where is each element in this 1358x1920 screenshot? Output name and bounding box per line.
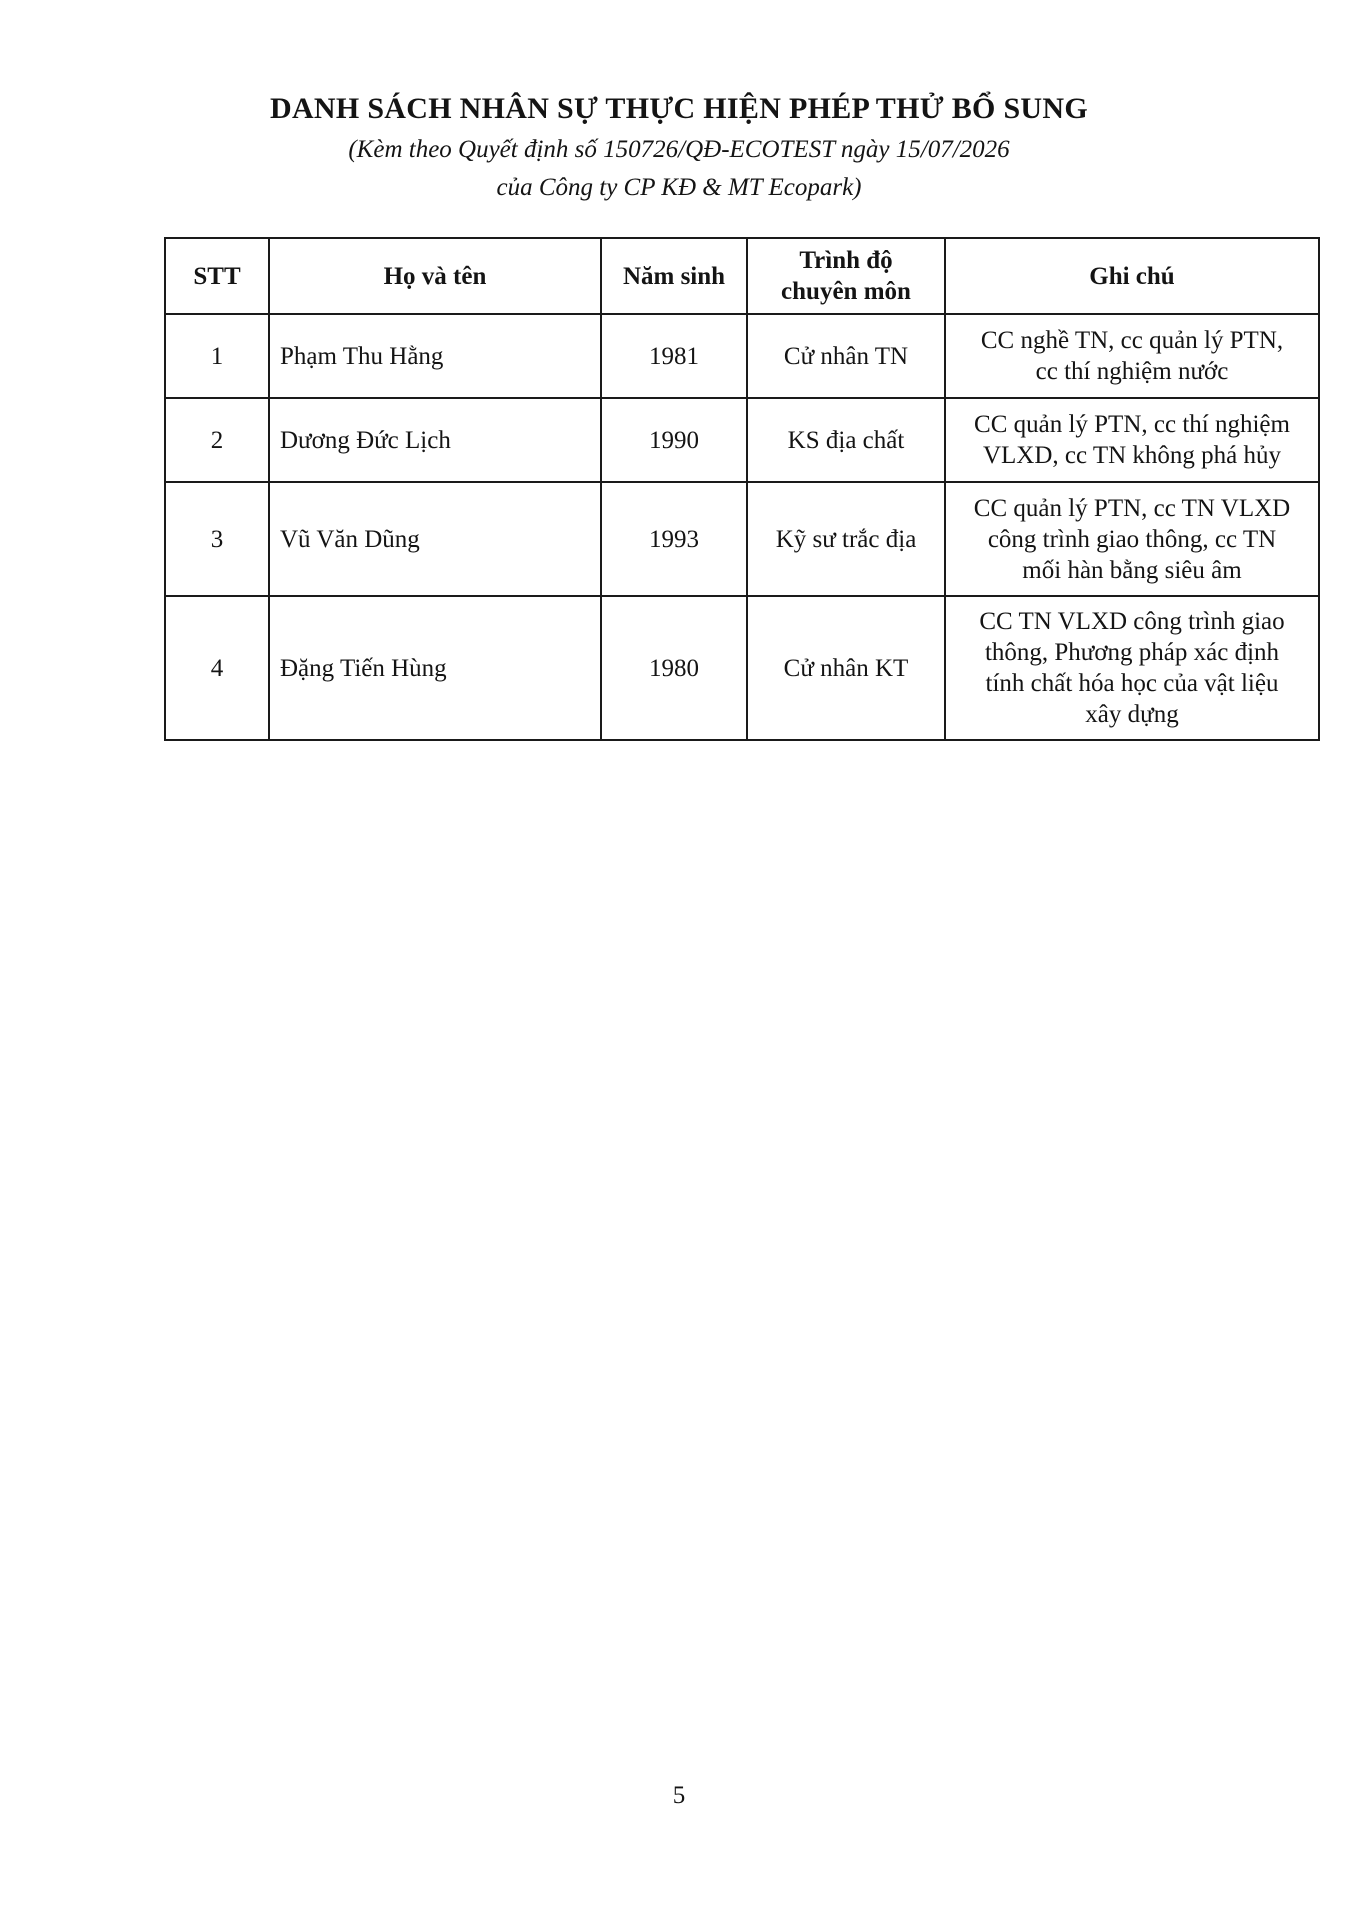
note-line: cc thí nghiệm nước: [1035, 358, 1229, 385]
issuing-company-line: của Công ty CP KĐ & MT Ecopark): [496, 174, 862, 201]
header-qualification: [747, 238, 945, 314]
cell-name: Đặng Tiến Hùng: [269, 596, 601, 740]
personnel-table: [164, 237, 1320, 741]
cell-stt: 2: [165, 398, 269, 482]
page-title: DANH SÁCH NHÂN SỰ THỰC HIỆN PHÉP THỬ BỔ SUNG: [269, 92, 1088, 125]
table-row: [165, 398, 1319, 482]
table-row: [165, 482, 1319, 596]
header-qualification-line2: chuyên môn: [781, 278, 911, 305]
note-line: CC quản lý PTN, cc thí nghiệm: [974, 411, 1290, 438]
header-stt: STT: [165, 238, 269, 314]
cell-stt: 3: [165, 482, 269, 596]
cell-birth-year: 1990: [601, 398, 747, 482]
cell-qualification: Cử nhân TN: [747, 314, 945, 398]
header-qualification-line1: Trình độ: [799, 247, 893, 274]
cell-stt: 1: [165, 314, 269, 398]
cell-note: [945, 314, 1319, 398]
cell-qualification: Kỹ sư trắc địa: [747, 482, 945, 596]
cell-note: [945, 398, 1319, 482]
note-line: CC nghề TN, cc quản lý PTN,: [980, 327, 1284, 354]
table-row: [165, 314, 1319, 398]
note-line: VLXD, cc TN không phá hủy: [982, 442, 1282, 469]
cell-birth-year: 1980: [601, 596, 747, 740]
page-number: 5: [672, 1782, 686, 1809]
note-line: tính chất hóa học của vật liệu: [985, 670, 1279, 697]
note-line: CC TN VLXD công trình giao: [979, 608, 1285, 635]
note-line: CC quản lý PTN, cc TN VLXD: [973, 494, 1291, 522]
cell-birth-year: 1993: [601, 482, 747, 596]
header-birth-year: Năm sinh: [601, 238, 747, 314]
note-line: công trình giao thông, cc TN: [987, 525, 1277, 553]
cell-name: Dương Đức Lịch: [269, 398, 601, 482]
table-header-row: [165, 238, 1319, 314]
cell-name: Phạm Thu Hằng: [269, 314, 601, 398]
header-note: Ghi chú: [945, 238, 1319, 314]
note-line: mối hàn bằng siêu âm: [1022, 556, 1242, 584]
decision-reference-line: (Kèm theo Quyết định số 150726/QĐ-ECOTEST ngày 15/07/2026: [348, 136, 1010, 163]
cell-birth-year: 1981: [601, 314, 747, 398]
table-row: [165, 596, 1319, 740]
note-line: thông, Phương pháp xác định: [984, 639, 1280, 666]
cell-qualification: Cử nhân KT: [747, 596, 945, 740]
header-name: Họ và tên: [269, 238, 601, 314]
cell-note: [945, 596, 1319, 740]
cell-note: [945, 482, 1319, 596]
cell-name: Vũ Văn Dũng: [269, 482, 601, 596]
note-line: xây dựng: [1085, 701, 1179, 728]
cell-stt: 4: [165, 596, 269, 740]
cell-qualification: KS địa chất: [747, 398, 945, 482]
